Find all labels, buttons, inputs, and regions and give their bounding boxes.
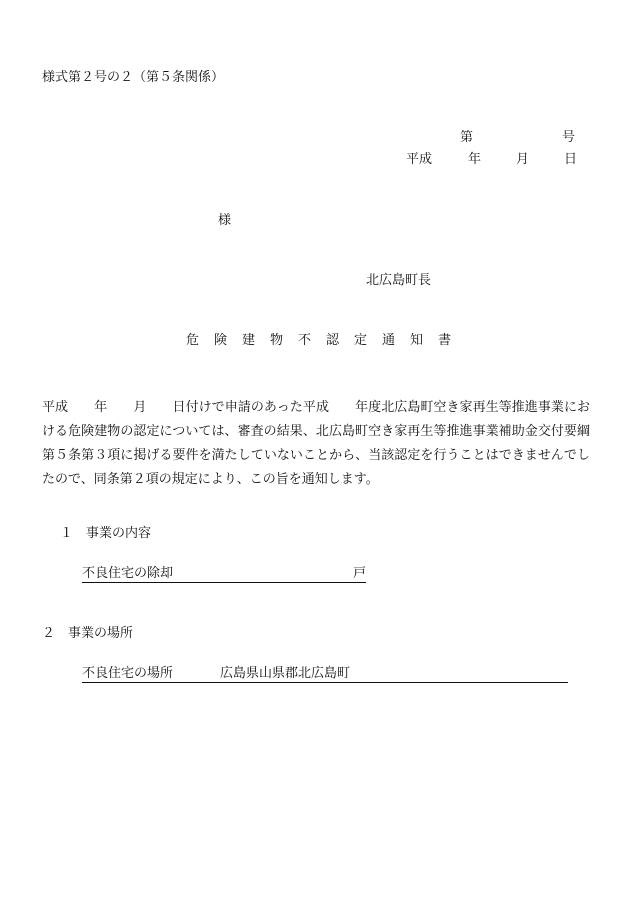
location-label: 不良住宅の場所 (82, 666, 174, 681)
date-era: 平成 (406, 152, 433, 167)
section-title-content: １ 事業の内容 (60, 526, 152, 541)
demolition-label: 不良住宅の除却 (82, 566, 174, 581)
demolition-count-field (82, 566, 366, 583)
notice-body (42, 396, 590, 492)
form-label: 様式第２号の２（第５条関係） (42, 70, 225, 85)
location-value: 広島県山県郡北広島町 (220, 666, 351, 681)
notice-body-text: 平成 年 月 日付けで申請のあった平成 年度北広島町空き家再生等推進事業における危険建物の認定については、審査の結果、北広島町空き家再生等推進事業補助金交付要綱第５条第３項に掲げる要件を満たしていないことから、当該認定を行うことはできませんでしたので、同条第２項の規定により、この旨を通知します。 (42, 400, 590, 487)
addressee-row (218, 213, 231, 229)
demolition-unit: 戸 (352, 566, 366, 581)
sender-row (366, 273, 431, 289)
number-suffix: 号 (562, 130, 576, 145)
date-year-label: 年 (468, 152, 482, 167)
sender-title: 北広島町長 (366, 273, 432, 288)
date-month-label: 月 (516, 152, 530, 167)
document-title: 危険建物不認定通知書 (186, 333, 467, 348)
section-title-location: ２ 事業の場所 (42, 626, 134, 641)
date-day-label: 日 (564, 152, 578, 167)
addressee-honorific: 様 (218, 213, 232, 228)
number-prefix: 第 (460, 130, 474, 145)
location-field (82, 666, 568, 683)
